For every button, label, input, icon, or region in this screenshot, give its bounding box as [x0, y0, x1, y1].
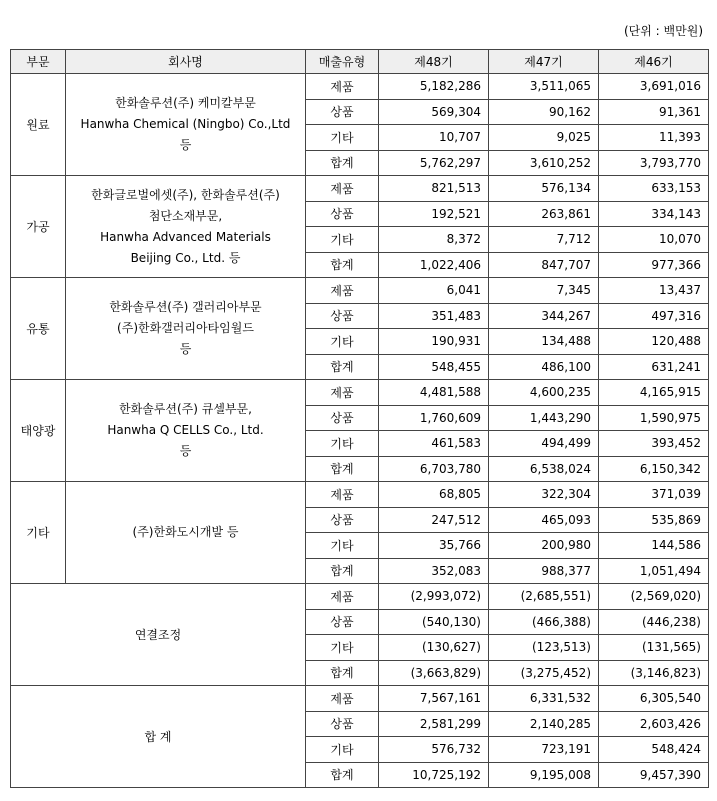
- value-cell: 576,732: [379, 737, 489, 763]
- header-fy48: 제48기: [379, 50, 489, 74]
- company-line: Beijing Co., Ltd. 등: [130, 250, 241, 265]
- value-cell: 548,455: [379, 354, 489, 380]
- company-line: 한화솔루션(주) 갤러리아부문: [109, 300, 262, 314]
- table-row: [11, 686, 709, 712]
- segment-cell: 태양광: [11, 380, 66, 482]
- sales-type-cell: 제품: [306, 584, 379, 610]
- company-line: 한화솔루션(주) 케미칼부문: [115, 96, 256, 110]
- company-line: 한화솔루션(주) 큐셀부문,: [119, 402, 252, 416]
- sales-type-cell: 기타: [306, 329, 379, 355]
- sales-type-cell: 합계: [306, 252, 379, 278]
- value-cell: (123,513): [489, 635, 599, 661]
- sales-type-cell: 합계: [306, 762, 379, 788]
- value-cell: 6,331,532: [489, 686, 599, 712]
- sales-table: [10, 49, 709, 788]
- value-cell: 120,488: [599, 329, 709, 355]
- value-cell: (2,685,551): [489, 584, 599, 610]
- table-row: [11, 482, 709, 508]
- value-cell: 200,980: [489, 533, 599, 559]
- table-row: [11, 74, 709, 100]
- value-cell: 6,703,780: [379, 456, 489, 482]
- value-cell: 548,424: [599, 737, 709, 763]
- sales-type-cell: 상품: [306, 609, 379, 635]
- value-cell: 190,931: [379, 329, 489, 355]
- value-cell: 10,707: [379, 125, 489, 151]
- value-cell: 334,143: [599, 201, 709, 227]
- value-cell: 5,182,286: [379, 74, 489, 100]
- value-cell: 5,762,297: [379, 150, 489, 176]
- value-cell: 631,241: [599, 354, 709, 380]
- value-cell: 1,760,609: [379, 405, 489, 431]
- value-cell: (466,388): [489, 609, 599, 635]
- value-cell: 461,583: [379, 431, 489, 457]
- sales-type-cell: 합계: [306, 150, 379, 176]
- value-cell: (3,275,452): [489, 660, 599, 686]
- value-cell: 4,481,588: [379, 380, 489, 406]
- value-cell: 2,581,299: [379, 711, 489, 737]
- unit-label: (단위 : 백만원): [624, 24, 703, 38]
- company-cell: [66, 176, 306, 278]
- value-cell: 1,051,494: [599, 558, 709, 584]
- company-line: 등: [179, 342, 192, 356]
- sales-type-cell: 합계: [306, 660, 379, 686]
- value-cell: 3,610,252: [489, 150, 599, 176]
- value-cell: 7,567,161: [379, 686, 489, 712]
- value-cell: (3,146,823): [599, 660, 709, 686]
- company-line: 한화글로벌에셋(주), 한화솔루션(주): [91, 187, 280, 202]
- company-line: 등: [179, 138, 192, 152]
- value-cell: 847,707: [489, 252, 599, 278]
- company-line: 등: [179, 444, 192, 458]
- sales-type-cell: 제품: [306, 686, 379, 712]
- header-fy47: 제47기: [489, 50, 599, 74]
- company-line: (주)한화도시개발 등: [132, 525, 239, 539]
- value-cell: 10,725,192: [379, 762, 489, 788]
- sales-type-cell: 상품: [306, 99, 379, 125]
- company-cell: [66, 278, 306, 380]
- value-cell: 4,600,235: [489, 380, 599, 406]
- segment-cell: 원료: [11, 74, 66, 176]
- value-cell: 322,304: [489, 482, 599, 508]
- sales-type-cell: 기타: [306, 737, 379, 763]
- value-cell: (540,130): [379, 609, 489, 635]
- value-cell: 8,372: [379, 227, 489, 253]
- value-cell: 3,793,770: [599, 150, 709, 176]
- sales-type-cell: 상품: [306, 711, 379, 737]
- segment-merged-cell: 연결조정: [11, 584, 306, 686]
- value-cell: 576,134: [489, 176, 599, 202]
- company-cell: [66, 380, 306, 482]
- value-cell: 3,691,016: [599, 74, 709, 100]
- value-cell: 4,165,915: [599, 380, 709, 406]
- value-cell: 3,511,065: [489, 74, 599, 100]
- value-cell: 91,361: [599, 99, 709, 125]
- table-body: [11, 74, 709, 788]
- sales-type-cell: 기타: [306, 431, 379, 457]
- value-cell: (446,238): [599, 609, 709, 635]
- header-segment: 부문: [11, 50, 66, 74]
- sales-type-cell: 기타: [306, 227, 379, 253]
- value-cell: 569,304: [379, 99, 489, 125]
- header-company: 회사명: [66, 50, 306, 74]
- table-row: [11, 584, 709, 610]
- value-cell: 535,869: [599, 507, 709, 533]
- value-cell: 247,512: [379, 507, 489, 533]
- value-cell: 9,457,390: [599, 762, 709, 788]
- value-cell: 10,070: [599, 227, 709, 253]
- company-line: (주)한화갤러리아타임월드: [117, 321, 254, 335]
- value-cell: 344,267: [489, 303, 599, 329]
- company-line: Hanwha Q CELLS Co., Ltd.: [107, 423, 264, 437]
- value-cell: 6,305,540: [599, 686, 709, 712]
- value-cell: 6,538,024: [489, 456, 599, 482]
- value-cell: 1,443,290: [489, 405, 599, 431]
- value-cell: 7,345: [489, 278, 599, 304]
- company-line: 첨단소재부문,: [148, 208, 223, 223]
- value-cell: 9,195,008: [489, 762, 599, 788]
- value-cell: 352,083: [379, 558, 489, 584]
- value-cell: 68,805: [379, 482, 489, 508]
- segment-cell: 유통: [11, 278, 66, 380]
- value-cell: 633,153: [599, 176, 709, 202]
- sales-type-cell: 제품: [306, 176, 379, 202]
- value-cell: (2,569,020): [599, 584, 709, 610]
- value-cell: (2,993,072): [379, 584, 489, 610]
- sales-type-cell: 제품: [306, 380, 379, 406]
- value-cell: 371,039: [599, 482, 709, 508]
- header-sales-type: 매출유형: [306, 50, 379, 74]
- value-cell: (130,627): [379, 635, 489, 661]
- value-cell: 13,437: [599, 278, 709, 304]
- company-cell: [66, 74, 306, 176]
- value-cell: (3,663,829): [379, 660, 489, 686]
- sales-type-cell: 상품: [306, 201, 379, 227]
- sales-type-cell: 상품: [306, 507, 379, 533]
- value-cell: 134,488: [489, 329, 599, 355]
- value-cell: 494,499: [489, 431, 599, 457]
- sales-type-cell: 기타: [306, 125, 379, 151]
- value-cell: 351,483: [379, 303, 489, 329]
- sales-type-cell: 합계: [306, 558, 379, 584]
- sales-type-cell: 제품: [306, 278, 379, 304]
- value-cell: 192,521: [379, 201, 489, 227]
- sales-type-cell: 제품: [306, 482, 379, 508]
- value-cell: 465,093: [489, 507, 599, 533]
- value-cell: 2,140,285: [489, 711, 599, 737]
- value-cell: 263,861: [489, 201, 599, 227]
- segment-cell: 가공: [11, 176, 66, 278]
- value-cell: 144,586: [599, 533, 709, 559]
- table-row: [11, 380, 709, 406]
- company-cell: [66, 482, 306, 584]
- value-cell: 9,025: [489, 125, 599, 151]
- value-cell: 11,393: [599, 125, 709, 151]
- value-cell: 90,162: [489, 99, 599, 125]
- sales-type-cell: 상품: [306, 405, 379, 431]
- company-line: Hanwha Advanced Materials: [100, 229, 271, 244]
- value-cell: 497,316: [599, 303, 709, 329]
- table-row: [11, 176, 709, 202]
- value-cell: 393,452: [599, 431, 709, 457]
- sales-type-cell: 합계: [306, 354, 379, 380]
- value-cell: 6,150,342: [599, 456, 709, 482]
- table-row: [11, 278, 709, 304]
- sales-type-cell: 기타: [306, 635, 379, 661]
- segment-cell: 기타: [11, 482, 66, 584]
- sales-type-cell: 상품: [306, 303, 379, 329]
- value-cell: 988,377: [489, 558, 599, 584]
- company-line: Hanwha Chemical (Ningbo) Co.,Ltd: [80, 117, 291, 131]
- value-cell: 1,590,975: [599, 405, 709, 431]
- sales-type-cell: 합계: [306, 456, 379, 482]
- value-cell: 35,766: [379, 533, 489, 559]
- value-cell: 723,191: [489, 737, 599, 763]
- value-cell: 486,100: [489, 354, 599, 380]
- sales-type-cell: 제품: [306, 74, 379, 100]
- value-cell: 2,603,426: [599, 711, 709, 737]
- segment-merged-cell: 합 계: [11, 686, 306, 788]
- value-cell: 7,712: [489, 227, 599, 253]
- header-fy46: 제46기: [599, 50, 709, 74]
- sales-type-cell: 기타: [306, 533, 379, 559]
- value-cell: 821,513: [379, 176, 489, 202]
- value-cell: (131,565): [599, 635, 709, 661]
- header-row: [11, 50, 709, 74]
- value-cell: 1,022,406: [379, 252, 489, 278]
- value-cell: 6,041: [379, 278, 489, 304]
- value-cell: 977,366: [599, 252, 709, 278]
